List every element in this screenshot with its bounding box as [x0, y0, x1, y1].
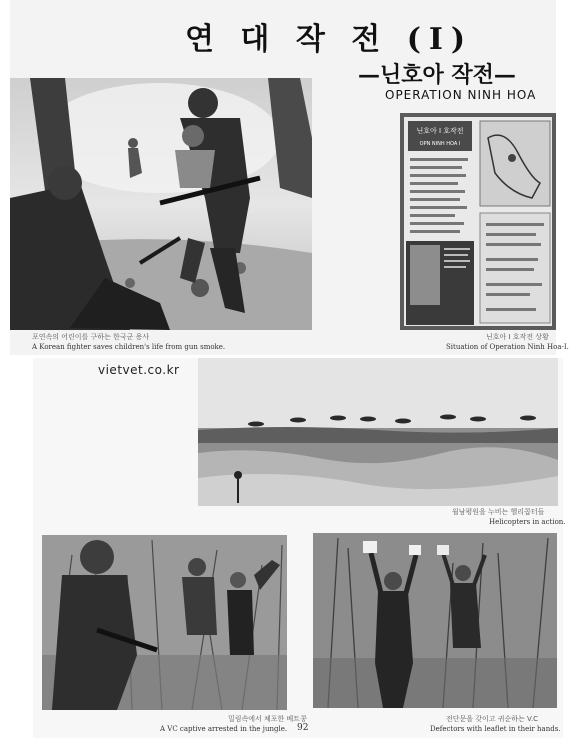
- page-subtitle-english: OPERATION NINH HOA: [385, 88, 537, 102]
- page-title: 연 대 작 전 (Ⅰ): [185, 22, 474, 57]
- board-title-english: OPN NINH HOA I: [419, 141, 461, 147]
- caption-board-english: Situation of Operation Ninh Hoa-I.: [446, 343, 569, 351]
- photo-vc-captive: [42, 535, 287, 710]
- caption-fighter-english: A Korean fighter saves children's life from gun smoke.: [32, 343, 226, 351]
- site-watermark: vietvet.co.kr: [98, 363, 180, 377]
- photo-helicopters: [198, 358, 558, 506]
- page-subtitle: —닌호아 작전—: [358, 62, 516, 88]
- photo-operation-board: [400, 113, 556, 330]
- caption-captive-english: A VC captive arrested in the jungle.: [160, 725, 288, 733]
- caption-board-korean: 닌호아 I 호작전 상황: [486, 333, 549, 341]
- caption-defectors-korean: 전단문을 갖이고 귀순하는 V.C: [446, 715, 539, 723]
- caption-fighter-korean: 포연속의 어린이를 구하는 한국군 용사: [32, 333, 150, 341]
- photo-korean-fighter: [10, 78, 312, 330]
- photo-defectors: [313, 533, 557, 708]
- caption-helicopters-korean: 월남평원을 누비는 헬리콥터들: [452, 508, 545, 516]
- caption-defectors-english: Defectors with leaflet in their hands.: [430, 725, 561, 733]
- caption-captive-korean: 밀림속에서 체포한 베트콩: [228, 715, 307, 723]
- page-number: 92: [297, 723, 309, 733]
- caption-helicopters-english: Helicopters in action.: [489, 518, 566, 526]
- board-title-korean: 닌호아 I 호작전: [416, 127, 464, 135]
